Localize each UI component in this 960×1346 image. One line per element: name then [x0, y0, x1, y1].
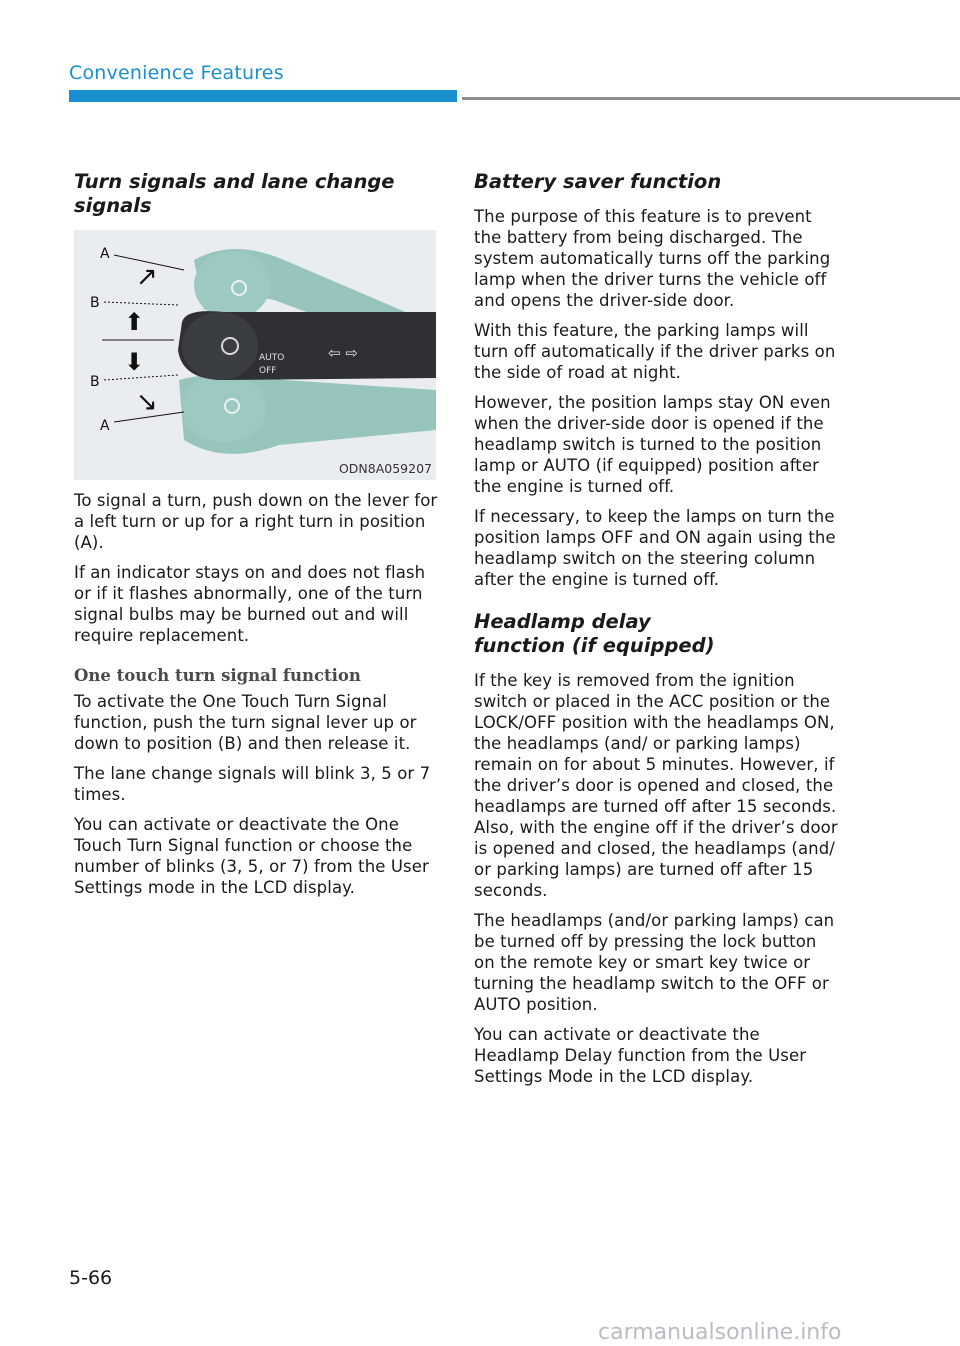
lever-illustration	[74, 230, 436, 480]
left-sub-paragraph: You can activate or deactivate the One Touch Turn Signal function or choose the number of blinks (3, 5, or 7) from the User Settings mode in the LCD display.	[74, 815, 429, 897]
lever-off-label: OFF	[259, 366, 277, 376]
label-b-bottom: B	[90, 374, 100, 390]
left-paragraph: If an indicator stays on and does not flash or if it flashes abnormally, one of the turn signal bulbs may be burned out and will require replacement.	[74, 563, 426, 645]
right-paragraph: If the key is removed from the ignition switch or placed in the ACC position or the LOCK/OFF position with the headlamps ON, the headlamps (and/ or parking lamps) remain on for about 5 minutes. However, if the driver’s door is opened and closed, the headlamps are turned off after 15 seconds. Also, with the engine off if the driver’s door is opened and closed, the headlamps (and/ or parking lamps) are turned off after 15 seconds.	[474, 671, 838, 900]
battery-saver-heading: Battery saver function	[474, 170, 722, 193]
headlamp-delay-heading: Headlamp delay function (if equipped)	[474, 610, 715, 657]
right-column	[474, 170, 839, 1096]
right-paragraph: However, the position lamps stay ON even when the driver-side door is opened if the headlamp switch is turned to the position lamp or AUTO (if equipped) position after the engine is turned off.	[474, 393, 831, 496]
left-paragraph: To signal a turn, push down on the lever for a left turn or up for a right turn in position (A).	[74, 491, 438, 552]
ghost-lever-down	[179, 374, 436, 454]
right-paragraph: The headlamps (and/or parking lamps) can be turned off by pressing the lock button on the remote key or smart key twice or turning the headlamp switch to the OFF or AUTO position.	[474, 911, 835, 1014]
header-rule-gray	[462, 97, 960, 100]
turn-signal-lever-figure	[74, 230, 436, 480]
right-paragraph: The purpose of this feature is to prevent the battery from being discharged. The system automatically turns off the parking lamp when the driver turns the vehicle off and opens the driver-side door.	[474, 207, 831, 310]
page-number: 5-66	[69, 1267, 113, 1289]
arrow-a-up-icon: ↗	[136, 262, 158, 292]
label-a-bottom: A	[100, 418, 110, 434]
main-lever	[178, 311, 436, 380]
right-paragraph: With this feature, the parking lamps will turn off automatically if the driver parks on the side of road at night.	[474, 321, 836, 382]
watermark: carmanualsonline.info	[598, 1320, 842, 1345]
figure-caption: ODN8A059207	[338, 461, 432, 476]
left-sub-paragraph: The lane change signals will blink 3, 5 or 7 times.	[74, 764, 431, 804]
arrow-b-up-icon: ⬆	[124, 308, 145, 336]
right-paragraph: You can activate or deactivate the Headlamp Delay function from the User Settings Mode in the LCD display.	[474, 1025, 807, 1086]
arrow-b-down-icon: ⬇	[124, 348, 145, 376]
label-a-top: A	[100, 246, 110, 262]
arrow-a-down-icon: ↘	[136, 387, 158, 417]
lane-arrows-icon: ⇦ ⇨	[328, 344, 358, 362]
right-paragraph: If necessary, to keep the lamps on turn the position lamps OFF and ON again using the headlamp switch on the steering column after the engine is turned off.	[474, 507, 836, 589]
turn-signals-heading: Turn signals and lane change signals	[74, 170, 395, 217]
left-column	[74, 170, 439, 907]
left-sub-paragraph: To activate the One Touch Turn Signal function, push the turn signal lever up or down to position (B) and then release it.	[74, 692, 417, 753]
label-b-top: B	[90, 295, 100, 311]
header-rule-accent	[69, 90, 457, 102]
one-touch-subheading: One touch turn signal function	[74, 666, 361, 685]
section-header: Convenience Features	[69, 62, 284, 84]
lever-auto-label: AUTO	[259, 353, 285, 363]
